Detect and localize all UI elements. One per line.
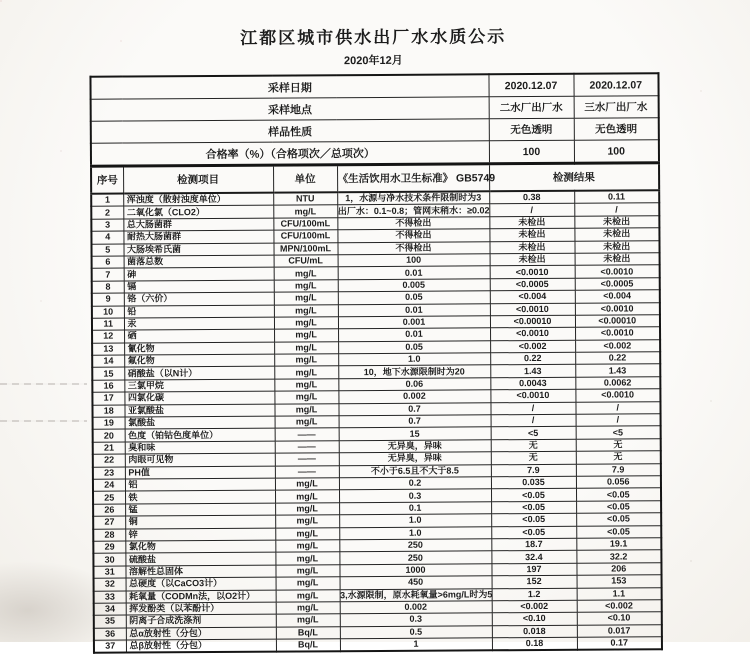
cell-unit: CFU/100mL xyxy=(273,230,337,243)
cell-no: 24 xyxy=(93,479,125,492)
cell-result-plant3: <0.05 xyxy=(576,513,661,526)
cell-no: 16 xyxy=(92,380,124,393)
cell-no: 25 xyxy=(93,491,125,504)
cell-unit: mg/L xyxy=(274,403,338,416)
cell-standard: 450 xyxy=(340,576,492,589)
cell-item: 四氯化碳 xyxy=(124,391,274,404)
cell-no: 9 xyxy=(92,293,124,306)
cell-result-plant3: <0.0005 xyxy=(575,277,660,290)
cell-item: 氟化物 xyxy=(124,354,274,367)
cell-unit: mg/L xyxy=(274,341,338,354)
cell-result-plant3: <0.05 xyxy=(576,488,661,501)
cell-item: 硫酸盐 xyxy=(125,552,275,565)
cell-item: 镉 xyxy=(124,280,274,293)
info-value-plant3: 100 xyxy=(574,140,659,164)
cell-result-plant2: <0.10 xyxy=(492,613,577,626)
cell-result-plant3: <0.00010 xyxy=(575,315,660,328)
cell-standard: 0.7 xyxy=(339,415,491,428)
cell-result-plant2: 7.9 xyxy=(491,464,576,477)
cell-item: 挥发酚类（以苯酚计） xyxy=(126,602,276,615)
cell-standard: 1，水源与净水技术条件限制时为3 xyxy=(337,191,489,205)
cell-result-plant3: 0.22 xyxy=(575,352,660,365)
cell-no: 17 xyxy=(92,392,124,405)
pass-rate-row xyxy=(91,140,659,166)
cell-result-plant2: 32.4 xyxy=(491,551,576,564)
cell-result-plant3: 153 xyxy=(577,575,662,588)
cell-unit: mg/L xyxy=(274,292,338,305)
cell-item: 总β放射性（分包） xyxy=(126,639,276,653)
cell-unit: mg/L xyxy=(274,279,338,292)
cell-no: 10 xyxy=(92,306,124,319)
cell-item: 总硬度（以CaCO3计） xyxy=(126,577,276,590)
info-label: 样品性质 xyxy=(91,119,489,143)
cell-unit: mg/L xyxy=(274,329,338,342)
cell-standard: 250 xyxy=(339,551,491,564)
cell-unit: mg/L xyxy=(275,416,339,429)
cell-result-plant2: 未检出 xyxy=(490,253,575,266)
cell-unit: mg/L xyxy=(274,317,338,330)
cell-unit: mg/L xyxy=(273,205,337,218)
cell-no: 19 xyxy=(93,417,125,430)
cell-standard: 15 xyxy=(339,427,491,440)
col-header-unit: 单位 xyxy=(273,165,337,193)
cell-unit: mg/L xyxy=(275,552,339,565)
cell-result-plant2: <5 xyxy=(491,427,576,440)
cell-item: 浑浊度（散射浊度单位） xyxy=(123,193,273,207)
cell-item: 溶解性总固体 xyxy=(125,565,275,578)
page-title: 江都区城市供水出厂水水质公示 xyxy=(240,27,507,48)
cell-result-plant2: 0.38 xyxy=(489,191,574,204)
cell-no: 3 xyxy=(91,219,123,232)
cell-no: 27 xyxy=(93,516,125,529)
cell-result-plant2: <0.004 xyxy=(490,290,575,303)
cell-result-plant2: 0.035 xyxy=(491,476,576,489)
cell-result-plant3: 206 xyxy=(576,562,661,575)
results-section xyxy=(91,190,662,653)
info-value-plant3: 三水厂出厂水 xyxy=(574,96,659,119)
col-header-item: 检测项目 xyxy=(123,165,273,193)
info-value-plant2: 2020.12.07 xyxy=(488,74,573,97)
cell-result-plant3: 无 xyxy=(576,451,661,464)
cell-unit: mg/L xyxy=(275,502,339,515)
cell-result-plant3: 无 xyxy=(576,439,661,452)
cell-item: 砷 xyxy=(124,267,274,280)
cell-item: 亚氯酸盐 xyxy=(124,404,274,417)
info-value-plant2: 100 xyxy=(489,140,574,164)
cell-result-plant3: <0.0010 xyxy=(575,327,660,340)
cell-standard: 0.002 xyxy=(340,601,492,614)
info-value-plant2: 无色透明 xyxy=(489,118,574,141)
cell-result-plant3: 1.43 xyxy=(575,364,660,377)
cell-unit: —— xyxy=(275,453,339,466)
cell-no: 33 xyxy=(94,591,126,604)
cell-item: 铅 xyxy=(124,305,274,318)
cell-result-plant3: <0.05 xyxy=(576,525,661,538)
cell-unit: mg/L xyxy=(275,564,339,577)
cell-result-plant2: <0.05 xyxy=(491,489,576,502)
cell-result-plant3: / xyxy=(576,414,661,427)
cell-unit: Bq/L xyxy=(276,626,340,639)
cell-result-plant3: 32.2 xyxy=(576,550,661,563)
cell-result-plant3: 0.0062 xyxy=(575,377,660,390)
cell-no: 30 xyxy=(93,553,125,566)
cell-standard: 0.06 xyxy=(338,378,490,391)
cell-standard: 无异臭，异味 xyxy=(339,440,491,453)
cell-item: 二氧化氯（CLO2） xyxy=(123,206,273,219)
cell-item: 耗氧量（CODMn法，以O2计） xyxy=(126,590,276,603)
cell-standard: 1.0 xyxy=(338,353,490,366)
cell-item: 铬（六价） xyxy=(124,292,274,305)
cell-unit: mg/L xyxy=(275,515,339,528)
cell-result-plant3: 0.017 xyxy=(577,624,662,637)
cell-no: 28 xyxy=(93,529,125,542)
cell-no: 37 xyxy=(94,640,126,653)
cell-result-plant2: 197 xyxy=(491,563,576,576)
cell-result-plant3: 未检出 xyxy=(575,253,660,266)
cell-unit: mg/L xyxy=(275,490,339,503)
cell-item: 铝 xyxy=(125,478,275,491)
cell-standard: 不得检出 xyxy=(337,229,489,242)
cell-standard: 0.1 xyxy=(339,502,491,515)
cell-unit: mg/L xyxy=(276,602,340,615)
info-value-plant3: 无色透明 xyxy=(574,118,659,141)
cell-result-plant2: 0.0043 xyxy=(490,377,575,390)
cell-result-plant2: 0.18 xyxy=(492,637,577,650)
cell-result-plant2: 0.22 xyxy=(490,352,575,365)
cell-no: 2 xyxy=(91,206,123,219)
cell-unit: —— xyxy=(275,465,339,478)
cell-standard: 1.0 xyxy=(339,514,491,527)
info-section xyxy=(90,73,659,193)
cell-item: 硒 xyxy=(124,329,274,342)
cell-standard: 不得检出 xyxy=(337,241,489,254)
cell-result-plant3: 19.1 xyxy=(576,538,661,551)
cell-unit: mg/L xyxy=(274,304,338,317)
cell-item: 肉眼可见物 xyxy=(125,453,275,466)
cell-no: 22 xyxy=(93,454,125,467)
cell-result-plant2: 0.018 xyxy=(492,625,577,638)
cell-result-plant3: <0.002 xyxy=(577,600,662,613)
cell-result-plant3: 未检出 xyxy=(574,216,659,229)
cell-result-plant2: <0.05 xyxy=(491,526,576,539)
cell-no: 11 xyxy=(92,318,124,331)
cell-standard: 0.7 xyxy=(338,402,490,415)
cell-result-plant3: 0.11 xyxy=(574,190,659,203)
cell-no: 5 xyxy=(91,244,123,257)
cell-result-plant3: <0.002 xyxy=(575,339,660,352)
cell-result-plant2: <0.0010 xyxy=(490,390,575,403)
cell-item: 大肠埃希氏菌 xyxy=(123,243,273,256)
cell-result-plant2: <0.002 xyxy=(490,340,575,353)
cell-result-plant3: 1.1 xyxy=(577,587,662,600)
cell-result-plant3: <0.10 xyxy=(577,612,662,625)
cell-result-plant2: <0.05 xyxy=(491,513,576,526)
cell-unit: mg/L xyxy=(274,379,338,392)
cell-no: 29 xyxy=(93,541,125,554)
cell-standard: 0.002 xyxy=(338,390,490,403)
cell-item: 色度（铂钴色度单位） xyxy=(125,429,275,442)
cell-result-plant2: 18.7 xyxy=(491,538,576,551)
cell-no: 7 xyxy=(92,268,124,281)
cell-standard: 0.01 xyxy=(338,303,490,316)
cell-unit: mg/L xyxy=(274,391,338,404)
cell-unit: mg/L xyxy=(276,614,340,627)
cell-no: 23 xyxy=(93,467,125,480)
cell-result-plant3: <0.05 xyxy=(576,501,661,514)
cell-result-plant2: / xyxy=(489,204,574,217)
cell-no: 8 xyxy=(92,281,124,294)
cell-unit: —— xyxy=(275,441,339,454)
cell-item: 铁 xyxy=(125,490,275,503)
info-label: 采样地点 xyxy=(91,97,489,121)
cell-result-plant2: 未检出 xyxy=(489,216,574,229)
cell-unit: CFU/mL xyxy=(274,255,338,268)
cell-item: 氯化物 xyxy=(125,540,275,553)
cell-standard: 无异臭，异味 xyxy=(339,452,491,465)
cell-result-plant2: <0.0010 xyxy=(490,303,575,316)
cell-no: 4 xyxy=(91,231,123,244)
cell-unit: CFU/100mL xyxy=(273,218,337,231)
cell-standard: 出厂水：0.1~0.8；管网末稍水：≥0.02 xyxy=(337,204,490,216)
cell-no: 12 xyxy=(92,330,124,343)
cell-result-plant2: / xyxy=(490,402,575,415)
cell-item: 氰化物 xyxy=(124,342,274,355)
cell-no: 14 xyxy=(92,355,124,368)
cell-item: PH值 xyxy=(125,466,275,479)
cell-result-plant2: 无 xyxy=(491,439,576,452)
cell-item: 总α放射性（分包） xyxy=(126,627,276,640)
cell-item: 铜 xyxy=(125,515,275,528)
cell-unit: mg/L xyxy=(274,267,338,280)
cell-no: 26 xyxy=(93,504,125,517)
cell-result-plant3: 0.056 xyxy=(576,476,661,489)
cell-result-plant2: <0.0005 xyxy=(490,278,575,291)
cell-unit: NTU xyxy=(273,192,337,205)
cell-unit: mg/L xyxy=(274,366,338,379)
cell-no: 32 xyxy=(94,578,126,591)
table-header-row xyxy=(91,163,659,194)
cell-standard: 10，地下水源限制时为20 xyxy=(338,365,490,378)
cell-unit: mg/L xyxy=(275,540,339,553)
cell-unit: Bq/L xyxy=(276,639,340,652)
cell-unit: MPN/100mL xyxy=(273,242,337,255)
col-header-result: 检测结果 xyxy=(489,163,659,192)
cell-item: 锰 xyxy=(125,503,275,516)
cell-standard: 1000 xyxy=(339,564,491,577)
cell-standard: 0.3 xyxy=(340,613,492,626)
cell-no: 34 xyxy=(94,603,126,616)
cell-standard: 3,水源限制，原水耗氧量>6mg/L时为5 xyxy=(340,588,493,600)
cell-standard: 100 xyxy=(338,254,490,267)
cell-item: 菌落总数 xyxy=(124,255,274,268)
table-row xyxy=(94,637,662,653)
cell-standard: 0.3 xyxy=(339,489,491,502)
cell-no: 20 xyxy=(93,429,125,442)
cell-item: 三氯甲烷 xyxy=(124,379,274,392)
cell-standard: 1.0 xyxy=(339,526,491,539)
cell-unit: mg/L xyxy=(275,527,339,540)
cell-result-plant2: 未检出 xyxy=(489,241,574,254)
cell-no: 1 xyxy=(91,194,123,207)
info-value-plant2: 二水厂出厂水 xyxy=(489,96,574,119)
cell-standard: 0.005 xyxy=(338,279,490,292)
cell-no: 13 xyxy=(92,343,124,356)
cell-result-plant3: / xyxy=(575,401,660,414)
cell-result-plant3: <5 xyxy=(576,426,661,439)
cell-result-plant3: <0.0010 xyxy=(575,302,660,315)
cell-result-plant3: / xyxy=(574,203,659,216)
cell-item: 耐热大肠菌群 xyxy=(123,230,273,243)
cell-no: 36 xyxy=(94,628,126,641)
cell-item: 硝酸盐（以N计） xyxy=(124,367,274,380)
cell-result-plant2: <0.002 xyxy=(492,600,577,613)
cell-no: 18 xyxy=(92,405,124,418)
col-header-standard: 《生活饮用水卫生标准》 GB5749 xyxy=(337,164,489,192)
cell-result-plant3: <0.0010 xyxy=(575,389,660,402)
info-value-plant3: 2020.12.07 xyxy=(573,73,658,96)
cell-item: 臭和味 xyxy=(125,441,275,454)
cell-result-plant2: 无 xyxy=(491,451,576,464)
info-label: 采样日期 xyxy=(90,74,488,99)
cell-result-plant2: / xyxy=(491,414,576,427)
col-header-no: 序号 xyxy=(91,166,123,194)
cell-standard: 0.001 xyxy=(338,316,490,329)
cell-unit: mg/L xyxy=(276,589,340,602)
cell-standard: 0.2 xyxy=(339,477,491,490)
cell-standard: 1 xyxy=(340,638,492,652)
cell-result-plant2: <0.0010 xyxy=(490,328,575,341)
cell-result-plant3: <0.0010 xyxy=(575,265,660,278)
cell-result-plant2: 未检出 xyxy=(489,228,574,241)
cell-standard: 不得检出 xyxy=(337,217,489,230)
cell-unit: mg/L xyxy=(276,577,340,590)
cell-unit: —— xyxy=(275,428,339,441)
cell-result-plant2: 1.2 xyxy=(492,588,577,601)
cell-standard: 0.01 xyxy=(338,328,490,341)
cell-unit: mg/L xyxy=(275,478,339,491)
cell-standard: 0.5 xyxy=(340,625,492,638)
cell-standard: 0.05 xyxy=(338,291,490,304)
info-label: 合格率（%）（合格项次／总项次） xyxy=(91,141,489,166)
cell-result-plant2: <0.05 xyxy=(491,501,576,514)
cell-item: 汞 xyxy=(124,317,274,330)
cell-item: 氯酸盐 xyxy=(125,416,275,429)
cell-standard: 不小于6.5且不大于8.5 xyxy=(339,464,491,477)
report-month: 2020年12月 xyxy=(343,54,403,68)
cell-unit: mg/L xyxy=(274,354,338,367)
cell-no: 35 xyxy=(94,615,126,628)
cell-result-plant2: 152 xyxy=(492,575,577,588)
cell-result-plant2: <0.0010 xyxy=(490,266,575,279)
cell-result-plant3: <0.004 xyxy=(575,290,660,303)
water-quality-table xyxy=(89,72,663,654)
cell-result-plant3: 7.9 xyxy=(576,463,661,476)
cell-standard: 0.05 xyxy=(338,340,490,353)
cell-no: 31 xyxy=(93,566,125,579)
cell-no: 15 xyxy=(92,368,124,381)
cell-result-plant2: <0.00010 xyxy=(490,315,575,328)
cell-item: 锌 xyxy=(125,528,275,541)
cell-no: 21 xyxy=(93,442,125,455)
cell-result-plant3: 0.17 xyxy=(577,637,662,650)
cell-no: 6 xyxy=(92,256,124,269)
cell-standard: 0.01 xyxy=(338,266,490,279)
cell-item: 阴离子合成洗涤剂 xyxy=(126,614,276,627)
cell-standard: 250 xyxy=(339,539,491,552)
cell-result-plant3: 未检出 xyxy=(574,228,659,241)
cell-result-plant2: 1.43 xyxy=(490,365,575,378)
cell-result-plant3: 未检出 xyxy=(574,240,659,253)
cell-item: 总大肠菌群 xyxy=(123,218,273,231)
